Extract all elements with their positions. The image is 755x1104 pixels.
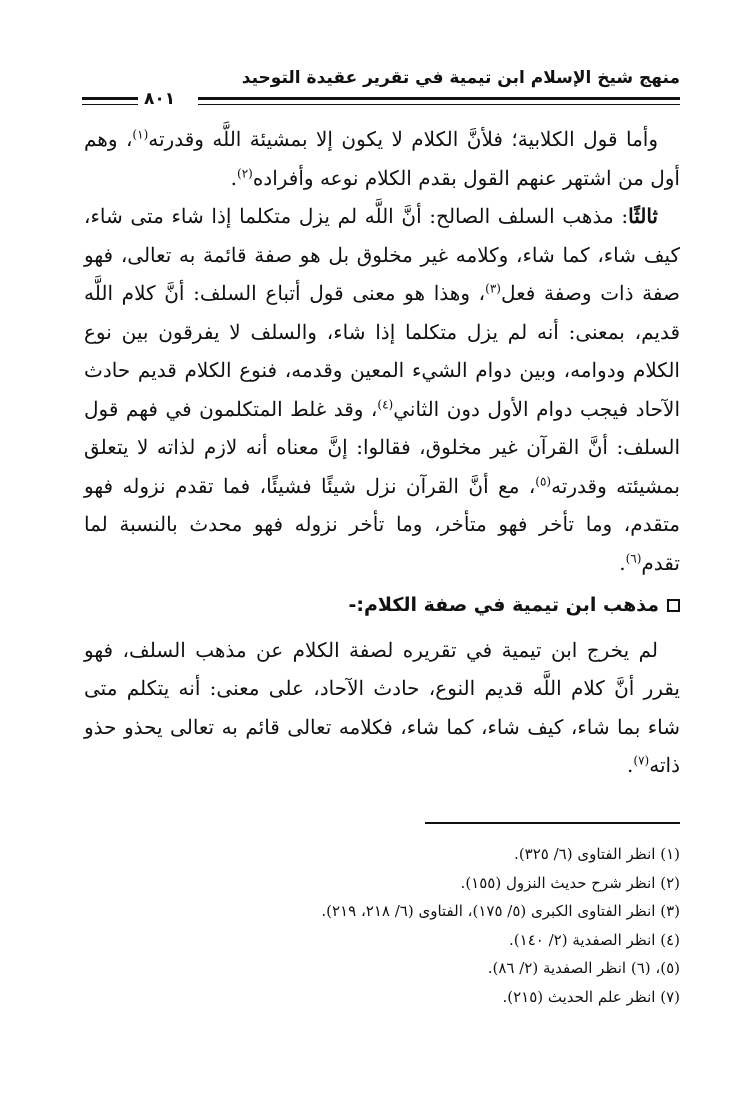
footnote-ref-7: (٧) bbox=[633, 753, 650, 768]
running-title: منهج شيخ الإسلام ابن تيمية في تقرير عقيدة التوحيد bbox=[241, 68, 680, 88]
footnote-separator bbox=[425, 822, 680, 824]
footnote-ref-2: (٢) bbox=[237, 165, 253, 180]
section-lead-third: ثالثًا bbox=[628, 204, 658, 228]
header-rule-left-thin bbox=[82, 104, 138, 105]
header-rule-right-thin bbox=[198, 104, 680, 105]
footnote: (٧) انظر علم الحديث (٢١٥). bbox=[502, 987, 680, 1006]
footnote: (٤) انظر الصفدية (٢/ ١٤٠). bbox=[509, 930, 680, 949]
footnotes bbox=[84, 840, 680, 1011]
paragraph-salaf: ثالثًا: مذهب السلف الصالح: أنَّ اللَّه لم يزل متكلما إذا شاء متى شاء، كيف شاء، كما شاء، وكلامه غير مخلوق بل هو صفة قائمة به تعالى، فهو صفة ذات وصفة فعل$^{(٣)}$، وهذا هو معنى قول أتباع السلف: أنَّ كلام اللَّه قديم، بمعنى: أنه لم يزل متكلما إذا شاء، والسلف لا يفرقون بين نوع الكلام ودوامه، وبين دوام الشيء المعين وقدمه، فنوع الكلام قديم حادث الآحاد فيجب دوام الأول دون الثاني$^{(٤)}$، وقد غلط المتكلمون في فهم قول السلف: أنَّ القرآن غير مخلوق، فقالوا: إنَّ معناه أنه لازم لذاته لا يتعلق بمشيئته وقدرته$^{(٥)}$، مع أنَّ القرآن نزل شيئًا فشيئًا، فما تقدم نزوله فهو متقدم، وما تأخر فهو متأخر، وما تأخر نزوله فهو محدث بالنسبة لما تقدم$^{(٦)}$. bbox=[84, 204, 681, 575]
section-heading bbox=[84, 586, 680, 625]
footnote-ref-3: (٣) bbox=[485, 281, 501, 296]
page-header bbox=[82, 68, 680, 116]
header-rule-right-thick bbox=[198, 97, 680, 100]
footnote: (١) انظر الفتاوى (٦/ ٣٢٥). bbox=[514, 845, 680, 863]
paragraph-ibn-taymiyya: لم يخرج ابن تيمية في تقريره لصفة الكلام عن مذهب السلف، فهو يقرر أنَّ كلام اللَّه قديم النوع، حادث الآحاد، على معنى: أنه يتكلم متى شاء بما شاء، كيف شاء، كما شاء، فكلامه تعالى قائم به تعالى يحذو حذو ذاته$^{(٧)}$. bbox=[84, 637, 680, 777]
footnote: (٢) انظر شرح حديث النزول (١٥٥). bbox=[460, 873, 680, 892]
footnote-ref-1: (١) bbox=[132, 127, 149, 142]
main-text bbox=[84, 120, 680, 785]
footnote-ref-5: (٥) bbox=[535, 473, 552, 488]
square-bullet-icon bbox=[667, 599, 680, 612]
page-number: ٨٠١ bbox=[144, 89, 176, 109]
paragraph-kullabiya: وأما قول الكلابية؛ فلأنَّ الكلام لا يكون إلا بمشيئة اللَّه وقدرته$^{(١)}$، وهم أول من اشتهر عنهم القول بقدم الكلام نوعه وأفراده$^{(٢)}$. bbox=[84, 127, 680, 190]
footnote-ref-6: (٦) bbox=[625, 550, 642, 565]
section-heading-text: مذهب ابن تيمية في صفة الكلام:- bbox=[348, 594, 659, 616]
footnote-ref-4: (٤) bbox=[377, 396, 394, 411]
footnote: (٥)، (٦) انظر الصفدية (٢/ ٨٦). bbox=[487, 959, 680, 977]
header-rule-left-thick bbox=[82, 97, 138, 100]
footnote: (٣) انظر الفتاوى الكبرى (٥/ ١٧٥)، الفتاوى (٦/ ٢١٨، ٢١٩). bbox=[321, 902, 680, 920]
